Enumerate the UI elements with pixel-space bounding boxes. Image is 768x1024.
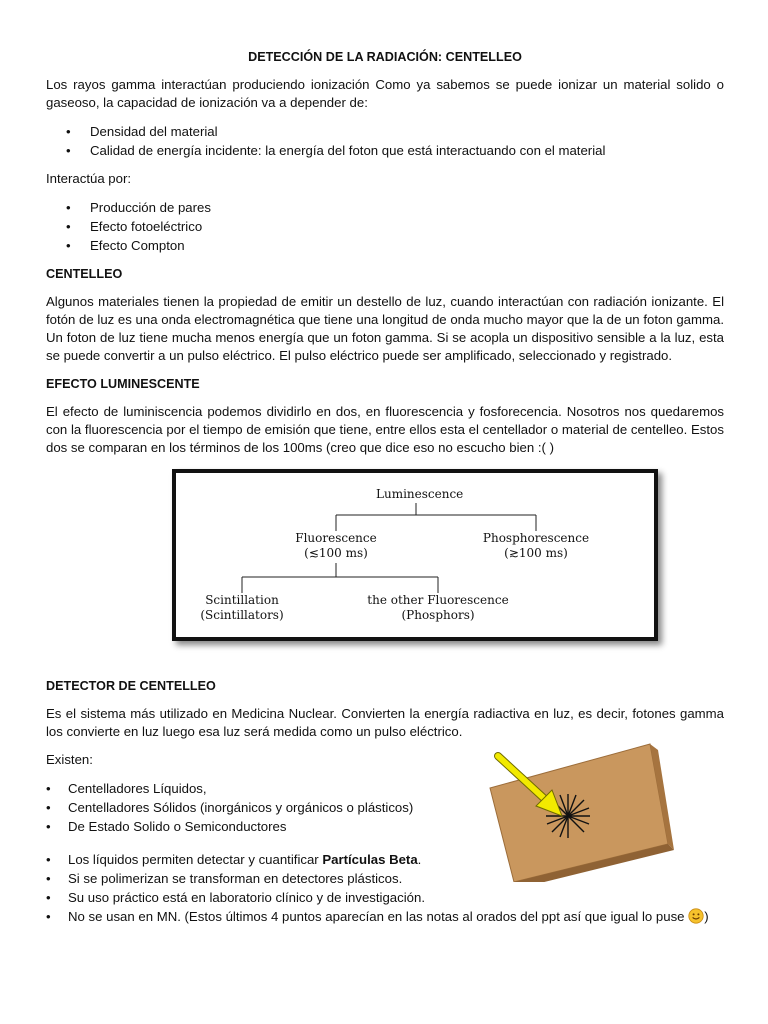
note-4-text: No se usan en MN. (Estos últimos 4 puntos aparecían en las notas al orados del ppt así que igual lo puse	[68, 909, 689, 924]
node-luminescence-label: Luminescence	[376, 487, 464, 501]
luminescente-paragraph: El efecto de luminiscencia podemos dividirlo en dos, en fluorescencia y fosforecencia. Nosotros nos quedaremos con la fluorescencia por el tiempo de emisión que tiene, entre ellos esta el centellador o material de centelleo. Estos dos se comparan en los términos de los 100ms (creo que dice eso no escucho bien :( )	[46, 404, 724, 455]
depends-on-list	[46, 122, 724, 160]
existen-label: Existen:	[46, 752, 93, 767]
note-1-end: .	[417, 852, 422, 867]
detector-paragraph: Es el sistema más utilizado en Medicina Nuclear. Convierten la energía radiactiva en luz, es decir, fotones gamma los convierte en luz luego esa luz será medida como un pulso eléctrico.	[46, 706, 724, 739]
list-item	[46, 907, 724, 926]
scintillation-crystal-illustration	[478, 732, 678, 882]
node-other-fluorescence-label: the other Fluorescence	[367, 593, 509, 607]
list-item: • Efecto Compton	[46, 236, 724, 255]
node-scintillators-label: (Scintillators)	[200, 608, 284, 622]
document-title: DETECCIÓN DE LA RADIACIÓN: CENTELLEO	[248, 50, 522, 64]
note-1-text: Los líquidos permiten detectar y cuantificar	[68, 852, 323, 867]
luminescente-heading: EFECTO LUMINESCENTE	[46, 377, 200, 391]
intro-paragraph: Los rayos gamma interactúan produciendo ionización Como ya sabemos se puede ionizar un material solido o gaseoso, la capacidad de ionización va a depender de:	[46, 77, 724, 110]
node-fluorescence	[281, 531, 391, 561]
centelleo-paragraph: Algunos materiales tienen la propiedad de emitir un destello de luz, cuando interactúan con radiación ionizante. El fotón de luz es una onda electromagnética que tiene una longitud de onda mucho mayor que la de un foton gamma. Un foton de luz tiene mucha menos energía que un foton gamma. Si se acopla un dispositivo sensible a la luz, esta se puede convertir a un pulso eléctrico. El pulso eléctrico puede ser amplificado, seleccionado y registrado.	[46, 294, 724, 363]
centelleo-heading: CENTELLEO	[46, 267, 123, 281]
node-phosphors-label: (Phosphors)	[401, 608, 475, 622]
smiley-icon	[688, 908, 704, 924]
node-scintillation-label: Scintillation	[205, 593, 279, 607]
list-item: • Su uso práctico está en laboratorio clínico y de investigación.	[46, 888, 724, 907]
node-other-fluorescence	[358, 593, 518, 623]
list-item: • Calidad de energía incidente: la energía del foton que está interactuando con el material	[46, 141, 724, 160]
detector-heading: DETECTOR DE CENTELLEO	[46, 679, 216, 693]
list-item: • Efecto fotoeléctrico	[46, 217, 724, 236]
node-phosphorescence-label: Phosphorescence	[482, 531, 590, 545]
node-fluorescence-time: (≲100 ms)	[304, 546, 368, 560]
interactions-list	[46, 198, 724, 255]
list-item: • Centelladores Sólidos (inorgánicos y orgánicos o plásticos)	[46, 798, 724, 817]
crystal-block	[490, 744, 668, 882]
luminescence-diagram	[172, 469, 658, 641]
list-item: • De Estado Solido o Semiconductores	[46, 817, 724, 836]
node-fluorescence-label: Fluorescence	[295, 531, 377, 545]
interacts-label: Interactúa por:	[46, 171, 132, 186]
node-scintillation	[192, 593, 292, 623]
node-phosphorescence-time: (≳100 ms)	[504, 546, 568, 560]
list-item: • Producción de pares	[46, 198, 724, 217]
node-luminescence	[376, 487, 464, 502]
list-item: • Densidad del material	[46, 122, 724, 141]
list-item: • Centelladores Líquidos,	[46, 779, 724, 798]
note-1-bold: Partículas Beta	[322, 852, 418, 867]
list-item: • Si se polimerizan se transforman en detectores plásticos.	[46, 869, 724, 888]
node-phosphorescence	[466, 531, 606, 561]
note-4-end: )	[704, 909, 709, 924]
